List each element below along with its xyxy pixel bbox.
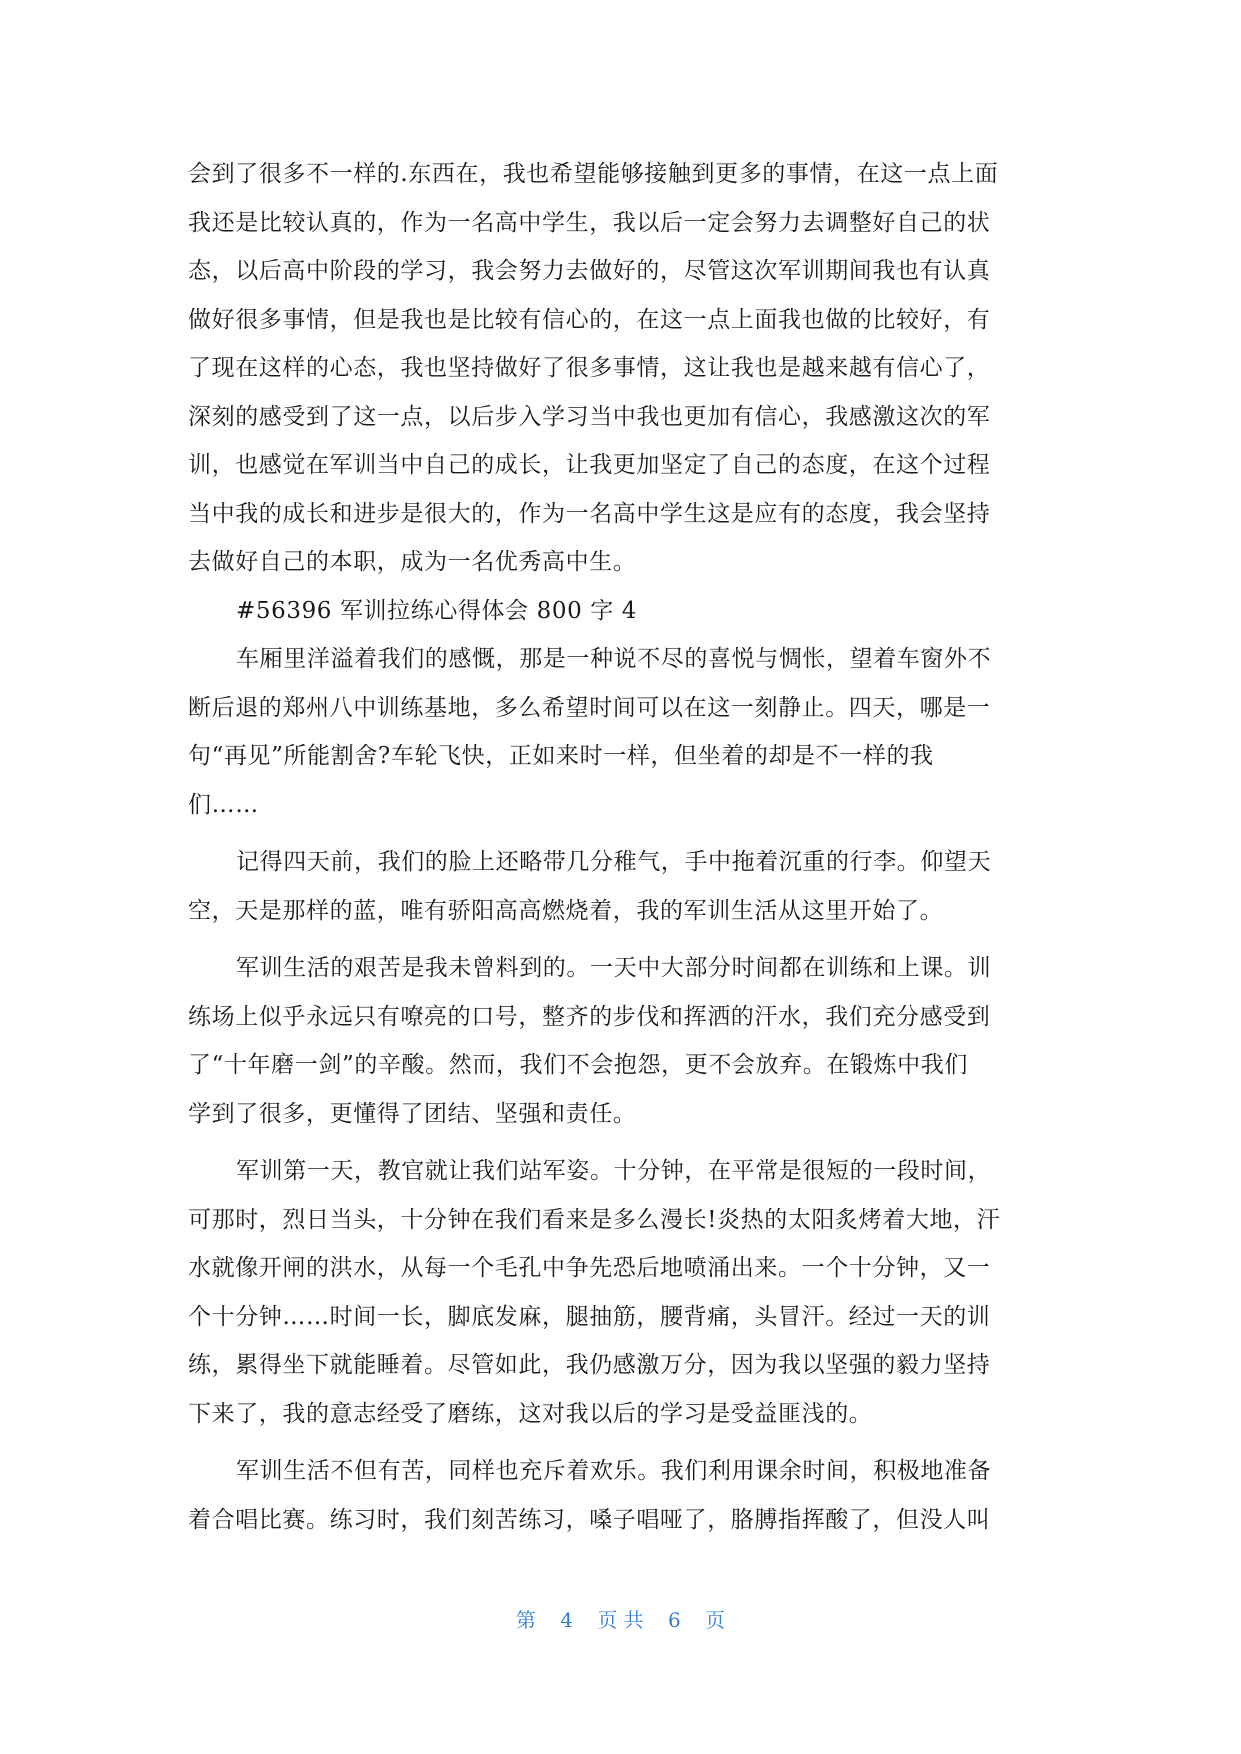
text-line: 可那时，烈日当头，十分钟在我们看来是多么漫长!炎热的太阳炙烤着大地，汗 xyxy=(188,1206,1001,1233)
text-line: 当中我的成长和进步是很大的，作为一名高中学生这是应有的态度，我会坚持 xyxy=(188,500,991,527)
text-line: 态，以后高中阶段的学习，我会努力去做好的，尽管这次军训期间我也有认真 xyxy=(188,258,991,284)
text-line: 了“十年磨一剑”的辛酸。然而，我们不会抱怨，更不会放弃。在锻炼中我们 xyxy=(188,1052,968,1078)
text-line: 去做好自己的本职，成为一名优秀高中生。 xyxy=(188,549,637,575)
paragraph-gap xyxy=(188,1138,1050,1147)
footer-label-page: 第 xyxy=(515,1608,536,1632)
footer-total-pages: 6 xyxy=(668,1608,681,1632)
footer-current-page: 4 xyxy=(560,1608,573,1632)
paragraph xyxy=(188,635,1050,829)
text-line: 军训第一天，教官就让我们站军姿。十分钟，在平常是很短的一段时间， xyxy=(236,1158,992,1184)
text-line: 做好很多事情，但是我也是比较有信心的，在这一点上面我也做的比较好，有 xyxy=(188,306,991,333)
footer-label-of: 页 共 xyxy=(597,1608,644,1632)
paragraph xyxy=(188,150,1050,587)
text-line: 学到了很多，更懂得了团结、坚强和责任。 xyxy=(188,1100,637,1127)
text-line: 们…… xyxy=(188,791,259,818)
text-line: 我还是比较认真的，作为一名高中学生，我以后一定会努力去调整好自己的状 xyxy=(188,209,991,236)
document-body xyxy=(188,150,1050,1544)
paragraph-gap xyxy=(188,1438,1050,1447)
text-line: 深刻的感受到了这一点，以后步入学习当中我也更加有信心，我感激这次的军 xyxy=(188,403,991,430)
text-line: 练场上似乎永远只有嘹亮的口号，整齐的步伐和挥洒的汗水，我们充分感受到 xyxy=(188,1003,991,1030)
text-line: 断后退的郑州八中训练基地，多么希望时间可以在这一刻静止。四天，哪是一 xyxy=(188,694,991,721)
heading-line: #56396 军训拉练心得体会 800 字 4 xyxy=(236,597,638,624)
section-heading xyxy=(188,587,1050,636)
text-line: 车厢里洋溢着我们的感慨，那是一种说不尽的喜悦与惆怅，望着车窗外不 xyxy=(236,646,992,672)
text-line: 句“再见”所能割舍?车轮飞快，正如来时一样，但坐着的却是不一样的我 xyxy=(188,743,934,769)
text-line: 记得四天前，我们的脸上还略带几分稚气，手中拖着沉重的行李。仰望天 xyxy=(236,849,992,875)
paragraph-gap xyxy=(188,935,1050,944)
text-line: 了现在这样的心态，我也坚持做好了很多事情，这让我也是越来越有信心了， xyxy=(188,355,991,381)
page-footer xyxy=(0,1604,1241,1633)
paragraph xyxy=(188,838,1050,935)
text-line: 练，累得坐下就能睡着。尽管如此，我仍感激万分，因为我以坚强的毅力坚持 xyxy=(188,1352,991,1378)
text-line: 着合唱比赛。练习时，我们刻苦练习，嗓子唱哑了，胳膊指挥酸了，但没人叫 xyxy=(188,1506,991,1533)
text-line: 会到了很多不一样的.东西在，我也希望能够接触到更多的事情，在这一点上面 xyxy=(188,161,999,187)
paragraph xyxy=(188,1447,1050,1544)
footer-label-end: 页 xyxy=(705,1608,726,1632)
text-line: 个十分钟……时间一长，脚底发麻，腿抽筋，腰背痛，头冒汗。经过一天的训 xyxy=(188,1303,991,1330)
text-line: 训，也感觉在军训当中自己的成长，让我更加坚定了自己的态度，在这个过程 xyxy=(188,452,991,478)
paragraph-gap xyxy=(188,829,1050,838)
text-line: 下来了，我的意志经受了磨练，这对我以后的学习是受益匪浅的。 xyxy=(188,1400,873,1427)
paragraph xyxy=(188,944,1050,1138)
text-line: 军训生活的艰苦是我未曾料到的。一天中大部分时间都在训练和上课。训 xyxy=(236,955,992,981)
text-line: 军训生活不但有苦，同样也充斥着欢乐。我们利用课余时间，积极地准备 xyxy=(236,1458,992,1484)
paragraph xyxy=(188,1147,1050,1438)
text-line: 水就像开闸的洪水，从每一个毛孔中争先恐后地喷涌出来。一个十分钟，又一 xyxy=(188,1255,991,1281)
text-line: 空，天是那样的蓝，唯有骄阳高高燃烧着，我的军训生活从这里开始了。 xyxy=(188,897,944,924)
